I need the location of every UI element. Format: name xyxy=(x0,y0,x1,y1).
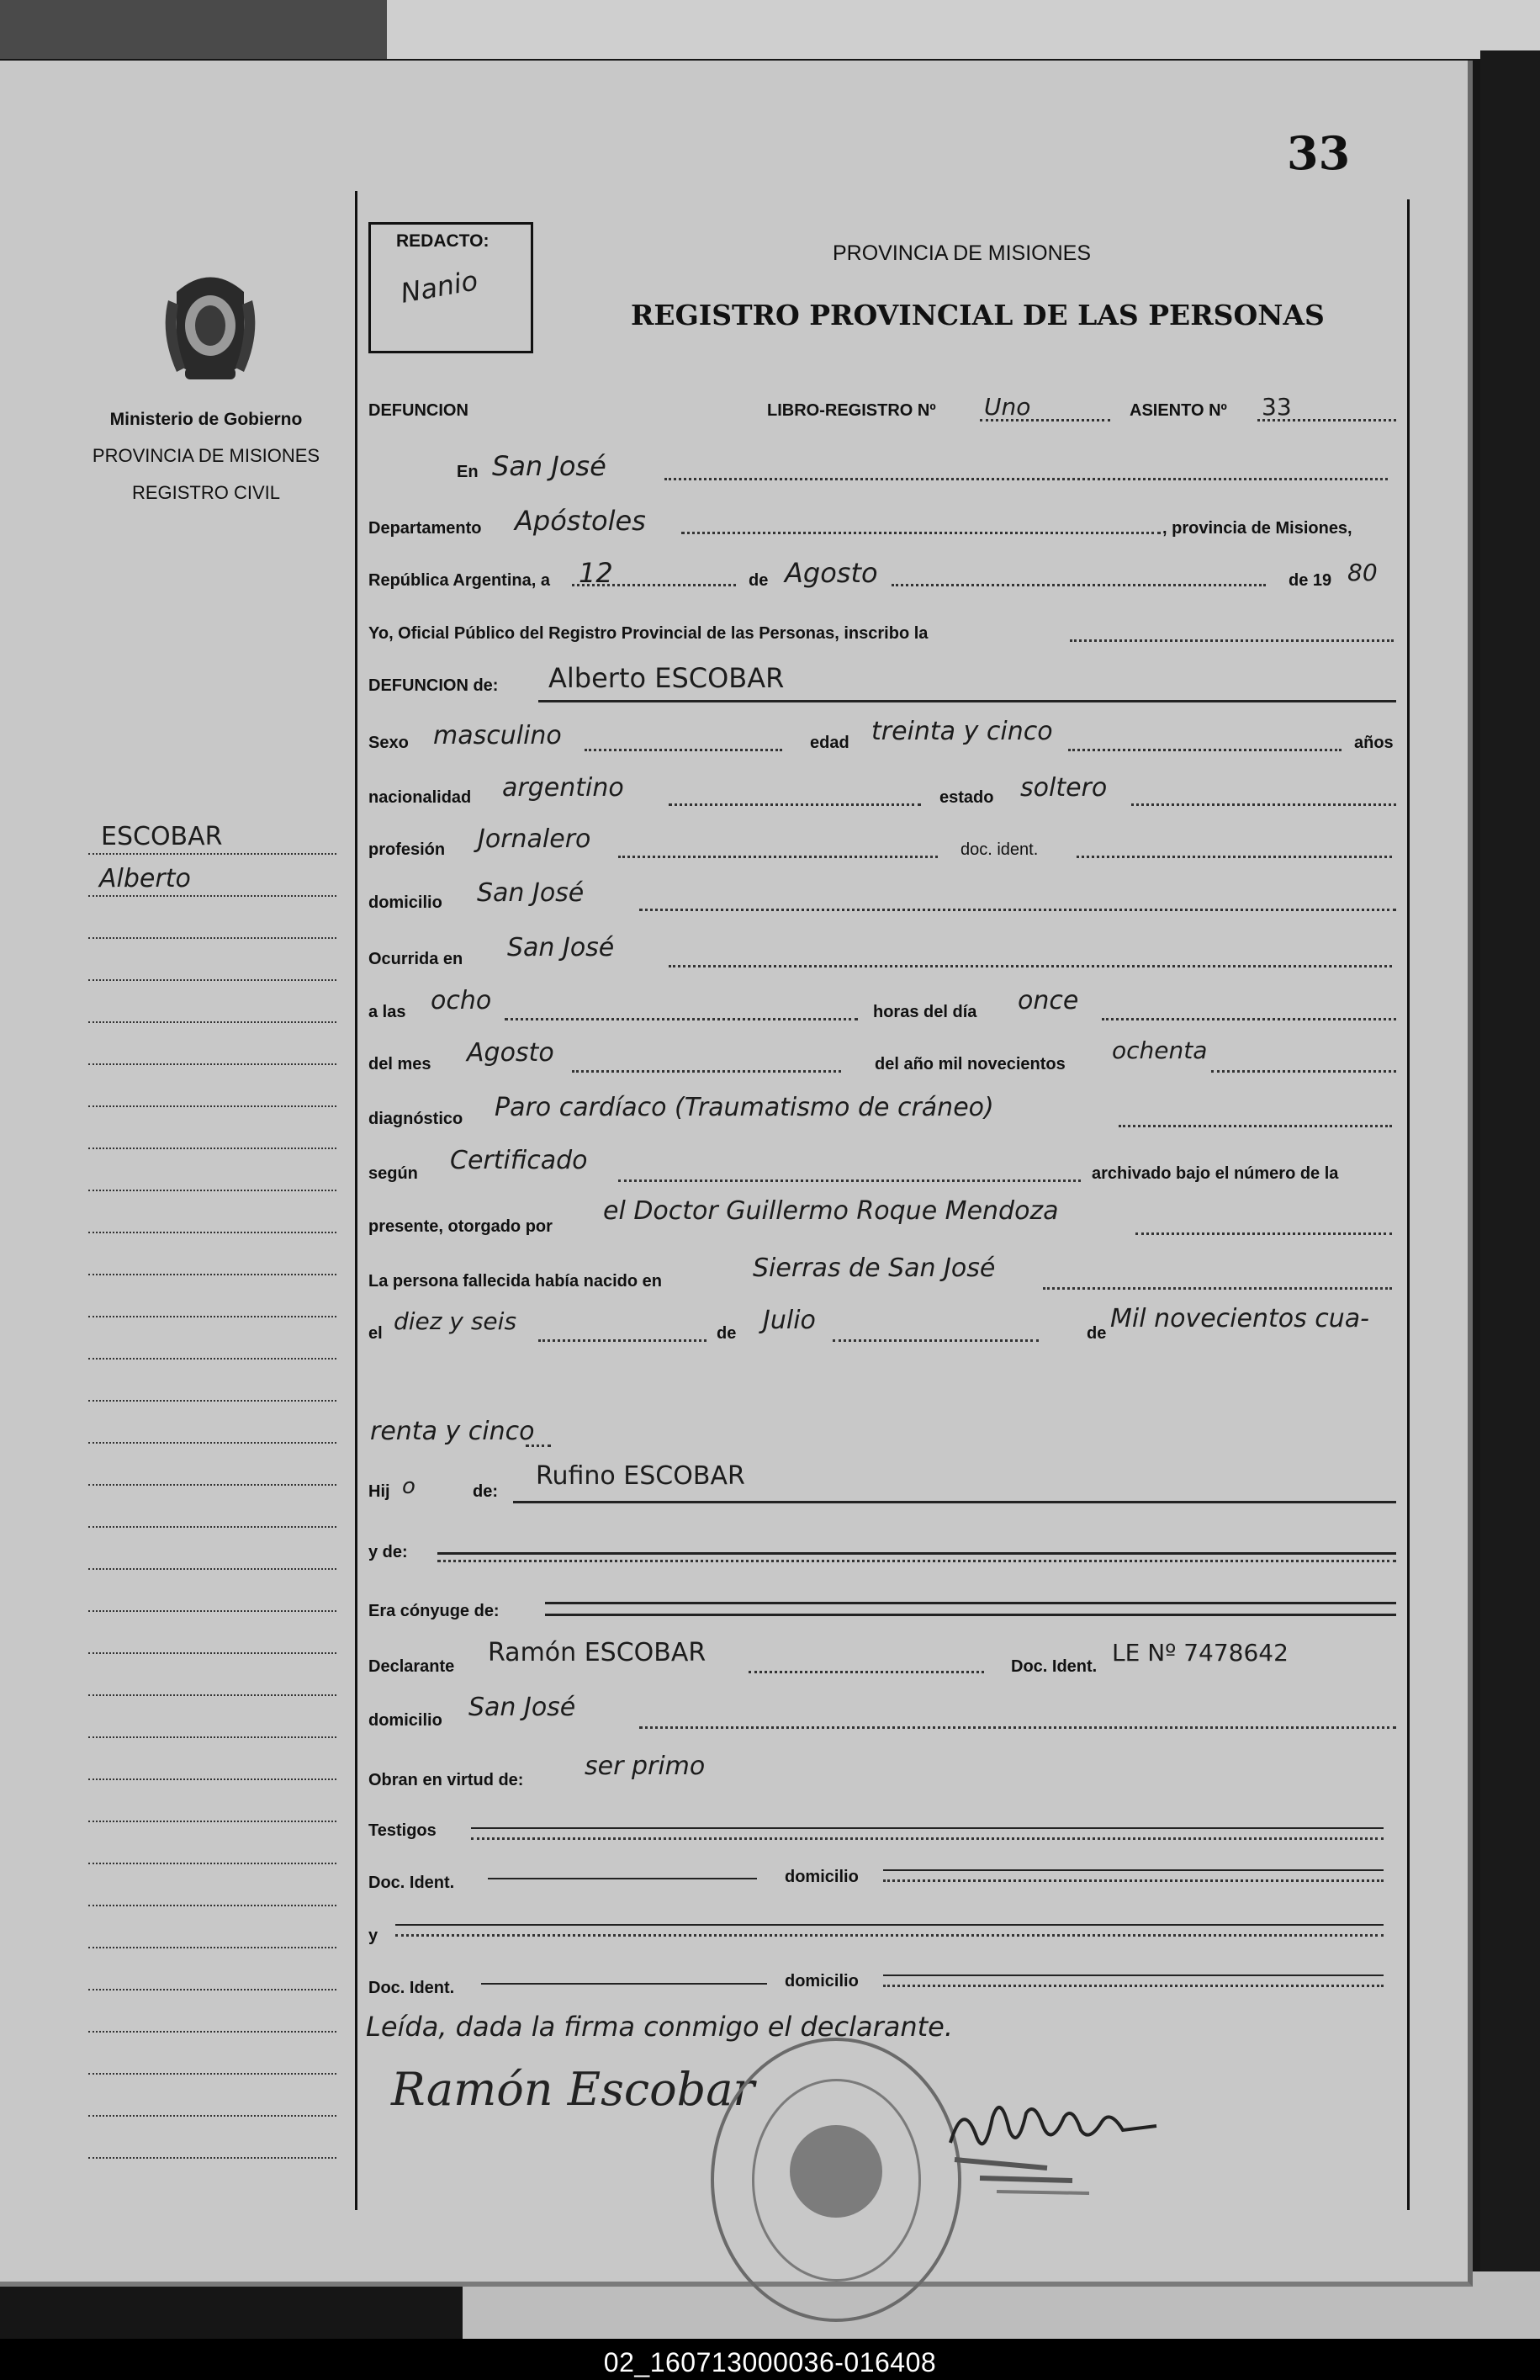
deceased-name-line xyxy=(538,700,1396,702)
doc-ident3-label: Doc. Ident. xyxy=(368,1874,455,1892)
margin-ruled-line xyxy=(88,1190,336,1193)
domicilio-value-line xyxy=(639,909,1396,913)
doc-ident4-label: Doc. Ident. xyxy=(368,1979,455,1997)
libro-label: LIBRO-REGISTRO Nº xyxy=(767,401,936,420)
margin-ruled-line xyxy=(88,853,336,856)
margin-ruled-line xyxy=(88,1610,336,1614)
domicilio3-label: domicilio xyxy=(785,1868,859,1886)
margin-surname: ESCOBAR xyxy=(101,822,223,851)
del-anio-value: ochenta xyxy=(1112,1036,1208,1064)
domicilio2-value: San José xyxy=(468,1693,576,1722)
margin-ruled-line xyxy=(88,895,336,898)
profesion-label: profesión xyxy=(368,840,446,859)
segun-value-line xyxy=(618,1179,1081,1184)
testigos-line-dotted xyxy=(471,1837,1384,1842)
form-type-label: DEFUNCION xyxy=(368,401,468,420)
nacido-label: La persona fallecida había nacido en xyxy=(368,1272,662,1291)
conyuge-line xyxy=(545,1602,1396,1604)
de2-value-line xyxy=(833,1339,1039,1344)
domicilio4-label: domicilio xyxy=(785,1972,859,1990)
departamento-value-line xyxy=(681,532,1161,536)
de3-value: Mil novecientos cua- xyxy=(1110,1304,1369,1333)
y-de-line xyxy=(437,1552,1396,1555)
ocurrida-value: San José xyxy=(507,933,615,962)
margin-ruled-line xyxy=(88,2073,336,2076)
domicilio4-line-dotted xyxy=(883,1985,1384,1989)
day-value-line xyxy=(572,584,736,588)
de2-label: de xyxy=(717,1324,737,1343)
declarante-label: Declarante xyxy=(368,1657,455,1676)
asiento-value: 33 xyxy=(1262,393,1292,421)
margin-name: Alberto xyxy=(99,864,191,893)
margin-ruled-line xyxy=(88,1232,336,1235)
de3-continued-line xyxy=(526,1444,551,1449)
domicilio-label: domicilio xyxy=(368,893,442,912)
estado-label: estado xyxy=(939,788,994,807)
estado-value-line xyxy=(1131,803,1396,808)
left-province: PROVINCIA DE MISIONES xyxy=(92,445,320,466)
margin-ruled-line xyxy=(88,1989,336,1992)
en-label: En xyxy=(457,463,479,481)
oficial-line xyxy=(1070,639,1394,644)
testigos-line xyxy=(471,1827,1384,1829)
profesion-value: Jornalero xyxy=(478,824,591,854)
image-caption: 02_160713000036-016408 xyxy=(603,2347,937,2377)
seal-emblem-icon xyxy=(790,2125,882,2218)
defuncion-de-label: DEFUNCION de: xyxy=(368,676,499,695)
declarant-signature: Ramón Escobar xyxy=(391,2063,755,2116)
margin-ruled-line xyxy=(88,1821,336,1824)
margin-ruled-line xyxy=(88,1021,336,1025)
asiento-value-line xyxy=(1257,419,1396,423)
nacido-value: Sierras de San José xyxy=(753,1254,996,1283)
nacionalidad-label: nacionalidad xyxy=(368,788,472,807)
background-sheet xyxy=(387,0,1540,59)
margin-ruled-line xyxy=(88,1652,336,1656)
margin-ruled-line xyxy=(88,979,336,983)
obran-label: Obran en virtud de: xyxy=(368,1771,524,1789)
margin-ruled-line xyxy=(88,1568,336,1572)
libro-value-line xyxy=(980,419,1110,423)
y-label: y xyxy=(368,1927,378,1945)
del-mes-value: Agosto xyxy=(467,1038,554,1068)
margin-ruled-line xyxy=(88,2031,336,2034)
margin-ruled-line xyxy=(88,1274,336,1277)
el-label: el xyxy=(368,1324,383,1343)
sexo-value: masculino xyxy=(433,721,562,750)
en-value-line xyxy=(664,478,1388,482)
estado-value: soltero xyxy=(1020,773,1108,803)
header-registry: REGISTRO PROVINCIAL DE LAS PERSONAS xyxy=(631,299,1325,331)
del-mes-label: del mes xyxy=(368,1055,431,1073)
ocurrida-label: Ocurrida en xyxy=(368,950,463,968)
doc-ident2-value: LE Nº 7478642 xyxy=(1112,1639,1289,1667)
doc-ident-label: doc. ident. xyxy=(961,840,1039,859)
page-number: 33 xyxy=(1287,126,1351,180)
presente-value: el Doctor Guillermo Roque Mendoza xyxy=(603,1196,1059,1226)
domicilio-value: San José xyxy=(477,878,585,908)
del-anio-label: del año mil novecientos xyxy=(875,1055,1066,1073)
profesion-value-line xyxy=(618,856,938,860)
official-signature-icon xyxy=(946,2084,1165,2202)
de3-label: de xyxy=(1087,1324,1107,1343)
domicilio2-value-line xyxy=(639,1726,1396,1731)
edad-value-line xyxy=(1068,749,1342,753)
nacido-value-line xyxy=(1043,1287,1392,1291)
year-value: 80 xyxy=(1347,559,1378,586)
margin-ruled-line xyxy=(88,1442,336,1445)
declarante-value-line xyxy=(749,1671,984,1675)
departamento-value: Apóstoles xyxy=(515,505,646,537)
margin-ruled-line xyxy=(88,1736,336,1740)
a-las-label: a las xyxy=(368,1003,406,1021)
background-top xyxy=(0,0,1540,59)
presente-value-line xyxy=(1135,1232,1392,1237)
margin-ruled-line xyxy=(88,1905,336,1908)
asiento-label: ASIENTO Nº xyxy=(1130,401,1227,420)
margin-ruled-line xyxy=(88,1358,336,1361)
y-line-dotted xyxy=(395,1934,1384,1938)
domicilio3-line xyxy=(883,1869,1384,1871)
redacto-label: REDACTO: xyxy=(396,231,490,251)
archivado-label: archivado bajo el número de la xyxy=(1092,1164,1339,1183)
hijo-de-value: Rufino ESCOBAR xyxy=(536,1461,745,1491)
a-las-value-line xyxy=(505,1018,858,1022)
margin-ruled-line xyxy=(88,1526,336,1529)
year-label: de 19 xyxy=(1289,571,1332,590)
margin-ruled-line xyxy=(88,1148,336,1151)
republica-label: República Argentina, a xyxy=(368,571,550,590)
en-value: San José xyxy=(492,450,606,482)
segun-label: según xyxy=(368,1164,418,1183)
document-page xyxy=(0,61,1473,2287)
a-las-value: ocho xyxy=(431,986,492,1015)
diagnostico-value-line xyxy=(1119,1125,1392,1129)
anios-label: años xyxy=(1354,734,1394,752)
left-margin-rule xyxy=(355,191,357,2210)
month-value-line xyxy=(892,584,1266,588)
edad-value: treinta y cinco xyxy=(871,717,1053,746)
del-mes-value-line xyxy=(572,1070,841,1074)
margin-ruled-line xyxy=(88,1063,336,1067)
redacto-box xyxy=(368,222,533,353)
doc-ident2-label: Doc. Ident. xyxy=(1011,1657,1098,1676)
sexo-value-line xyxy=(585,749,782,753)
margin-ruled-line xyxy=(88,1778,336,1782)
left-ministry: Ministerio de Gobierno xyxy=(109,410,303,429)
y-de-line-dotted xyxy=(437,1560,1396,1564)
ocurrida-value-line xyxy=(669,965,1392,969)
deceased-name: Alberto ESCOBAR xyxy=(548,662,785,694)
domicilio3-line-dotted xyxy=(883,1879,1384,1884)
oficial-text: Yo, Oficial Público del Registro Provincial de las Personas, inscribo la xyxy=(368,624,929,643)
de3-value-continued: renta y cinco xyxy=(370,1417,535,1446)
month-value: Agosto xyxy=(785,557,878,589)
domicilio4-line xyxy=(883,1974,1384,1976)
margin-ruled-line xyxy=(88,2115,336,2118)
segun-value: Certificado xyxy=(450,1146,588,1175)
margin-ruled-line xyxy=(88,1863,336,1866)
doc-ident4-line xyxy=(481,1983,767,1985)
obran-value: ser primo xyxy=(585,1752,706,1781)
margin-ruled-line xyxy=(88,1484,336,1487)
coat-of-arms-icon xyxy=(160,267,261,389)
hijo-de-line xyxy=(513,1501,1396,1503)
testigos-label: Testigos xyxy=(368,1821,437,1840)
official-seal-stamp xyxy=(711,2038,961,2322)
left-registry: REGISTRO CIVIL xyxy=(131,482,281,503)
libro-value: Uno xyxy=(984,393,1031,421)
hijo-suffix: o xyxy=(402,1474,415,1499)
provincia-suffix: , provincia de Misiones, xyxy=(1162,519,1352,538)
leida-text: Leída, dada la firma conmigo el declarante. xyxy=(366,2011,954,2043)
edad-label: edad xyxy=(810,734,849,752)
sexo-label: Sexo xyxy=(368,734,409,752)
doc-ident-line xyxy=(1077,856,1392,860)
diagnostico-value: Paro cardíaco (Traumatismo de cráneo) xyxy=(495,1093,994,1122)
hijo-label: Hij xyxy=(368,1482,390,1501)
margin-ruled-line xyxy=(88,937,336,941)
del-anio-value-line xyxy=(1211,1070,1396,1074)
el-value-line xyxy=(538,1339,706,1344)
horas-value-line xyxy=(1102,1018,1396,1022)
margin-ruled-line xyxy=(88,1694,336,1698)
right-margin-rule xyxy=(1407,199,1410,2210)
conyuge-label: Era cónyuge de: xyxy=(368,1602,500,1620)
domicilio2-label: domicilio xyxy=(368,1711,442,1730)
horas-value: once xyxy=(1018,986,1079,1015)
horas-label: horas del día xyxy=(873,1003,977,1021)
margin-ruled-line xyxy=(88,2157,336,2160)
y-de-label: y de: xyxy=(368,1543,408,1561)
el-value: diez y seis xyxy=(394,1307,517,1335)
de-label: de xyxy=(749,571,769,590)
y-line xyxy=(395,1924,1384,1926)
margin-ruled-line xyxy=(88,1105,336,1109)
header-province: PROVINCIA DE MISIONES xyxy=(833,241,1092,265)
background-right xyxy=(1480,50,1540,2280)
doc-ident3-line xyxy=(488,1878,757,1879)
departamento-label: Departamento xyxy=(368,519,482,538)
margin-ruled-line xyxy=(88,1947,336,1950)
redacto-value: Nanio xyxy=(398,264,480,310)
presente-label: presente, otorgado por xyxy=(368,1217,553,1236)
diagnostico-label: diagnóstico xyxy=(368,1110,463,1128)
hijo-de-label: de: xyxy=(473,1482,498,1501)
conyuge-line-2 xyxy=(545,1614,1396,1616)
nacionalidad-value-line xyxy=(669,803,921,808)
nacionalidad-value: argentino xyxy=(502,773,624,803)
de2-value: Julio xyxy=(763,1306,816,1335)
day-value: 12 xyxy=(579,557,613,589)
declarante-value: Ramón ESCOBAR xyxy=(488,1638,706,1667)
margin-ruled-line xyxy=(88,1316,336,1319)
margin-ruled-line xyxy=(88,1400,336,1403)
